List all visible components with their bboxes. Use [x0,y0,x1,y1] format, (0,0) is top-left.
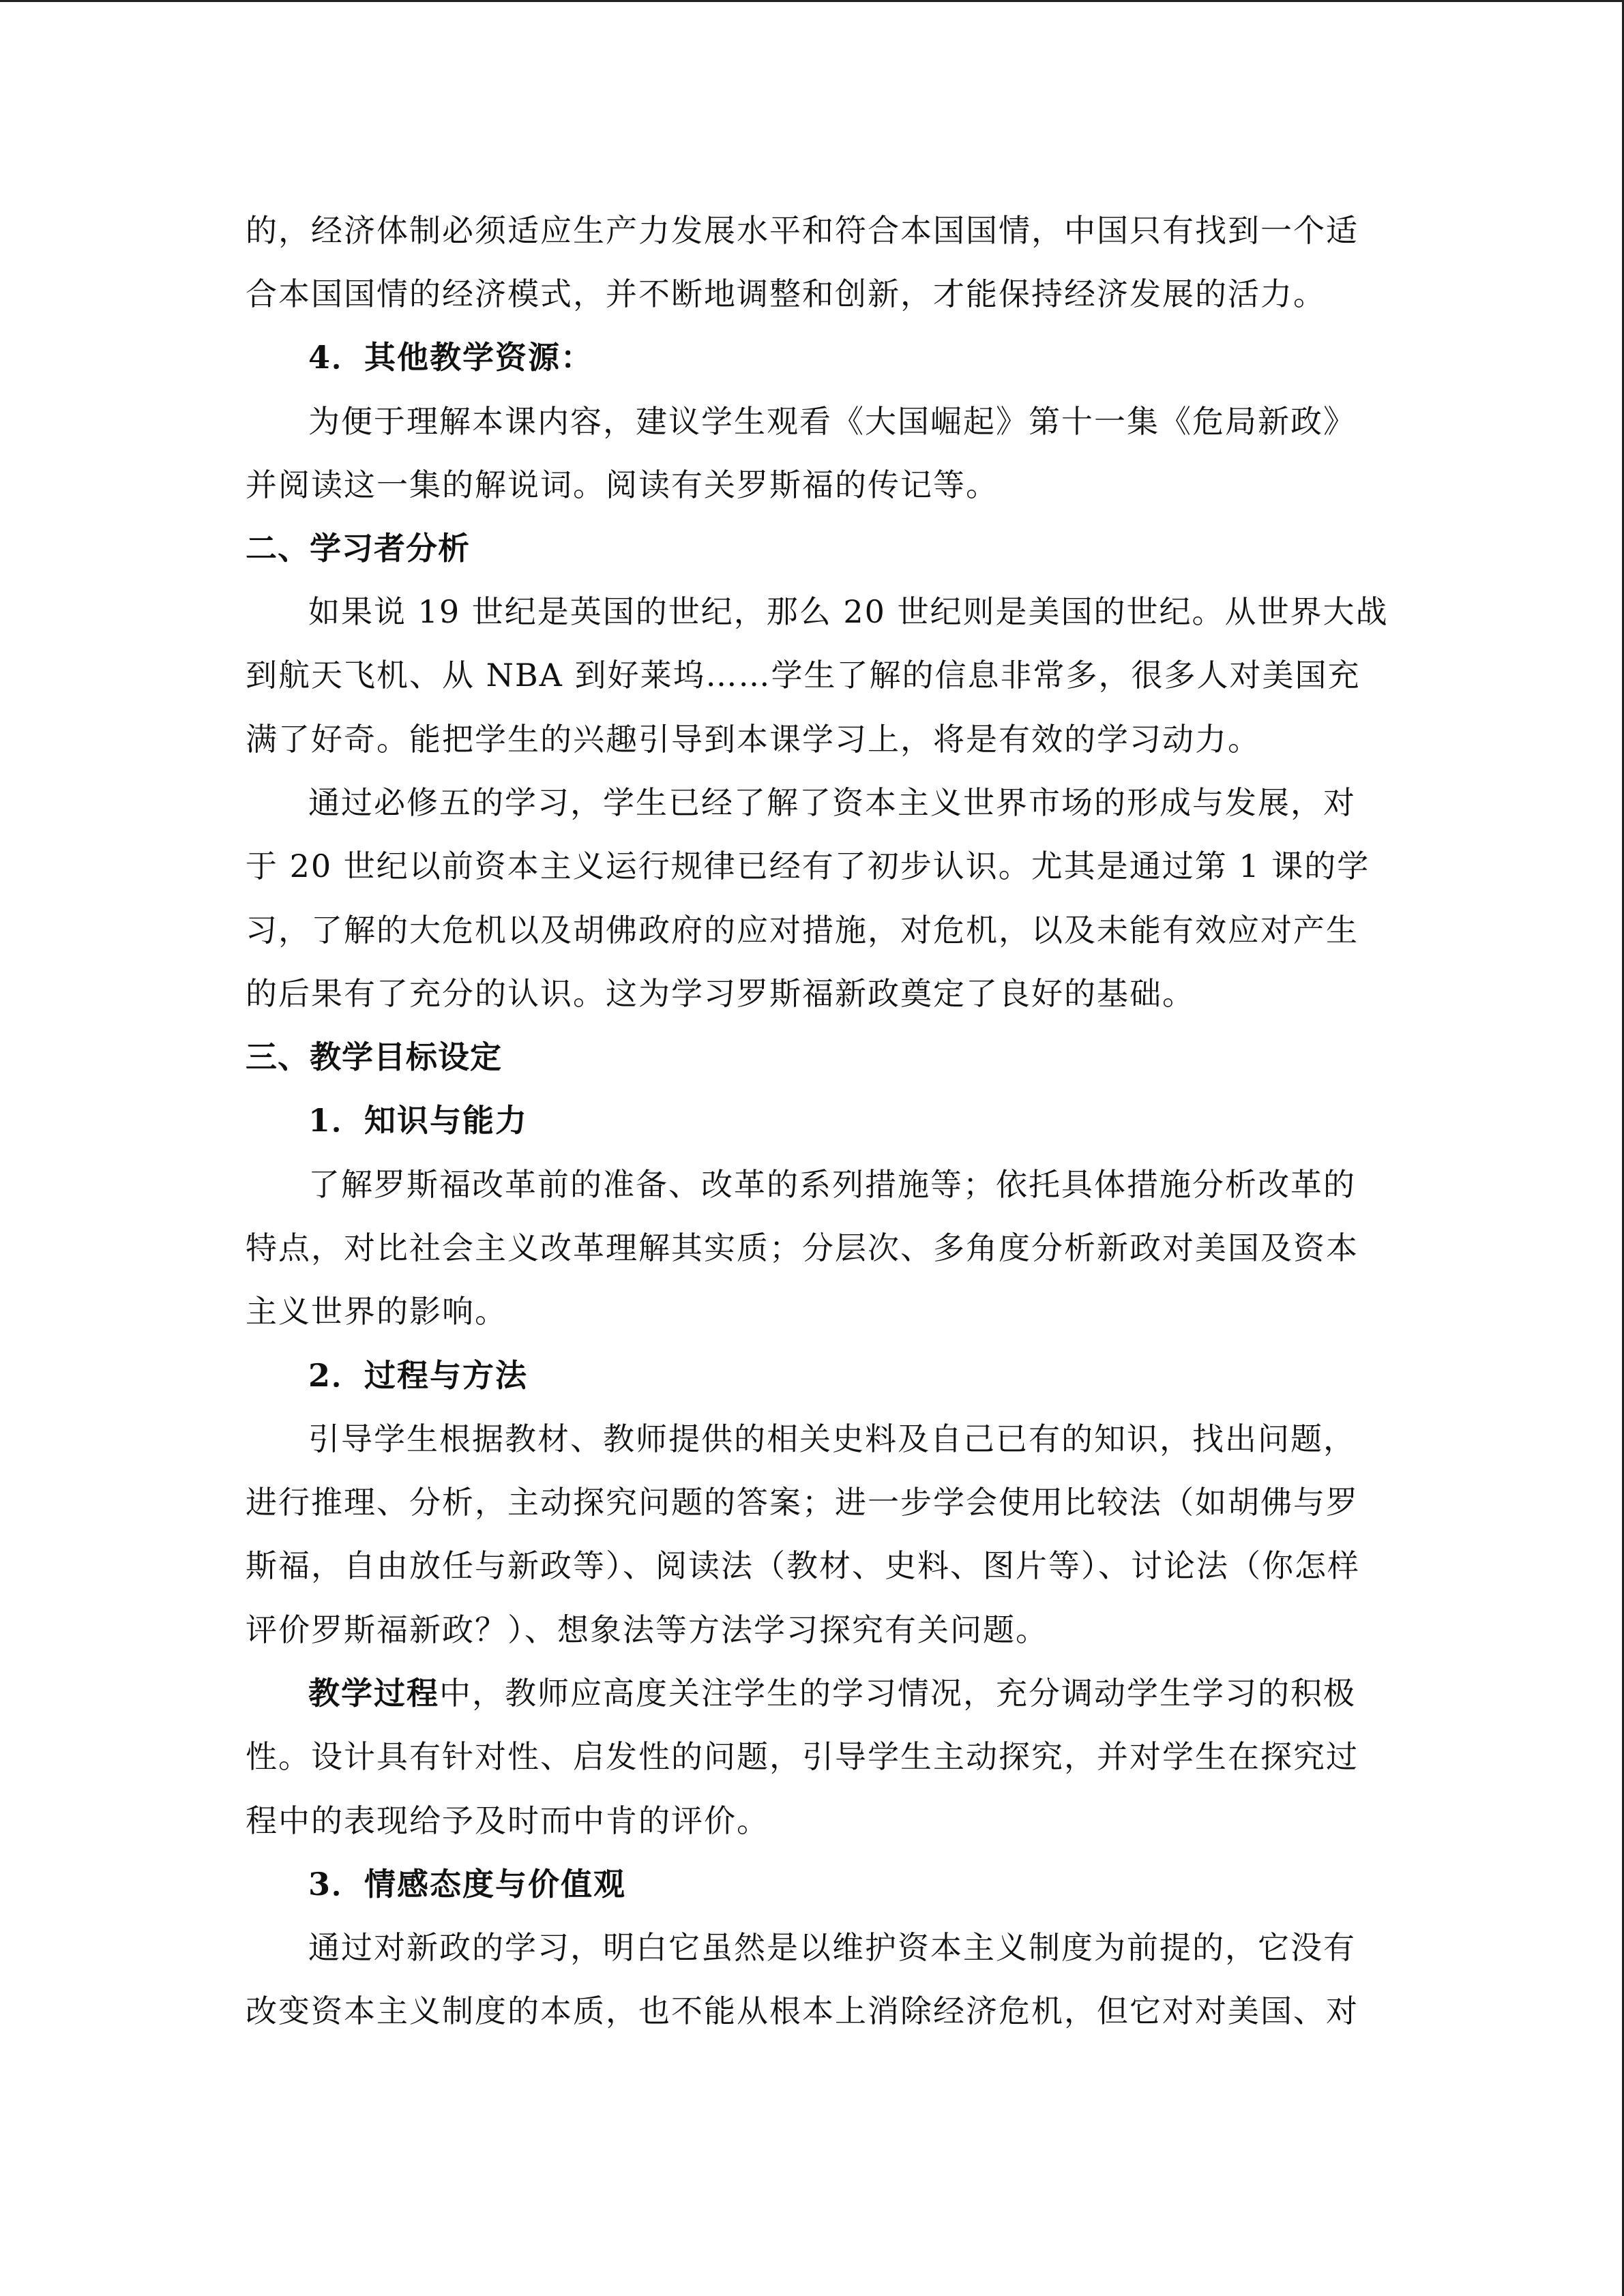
subheading-number: 3． [308,1866,365,1903]
paragraph-text: 中，教师应高度关注学生的学习情况，充分调动学生学习的积极 [439,1675,1356,1712]
paragraph-line: 进行推理、分析，主动探究问题的答案；进一步学会使用比较法（如胡佛与罗 [246,1484,1359,1521]
paragraph-line: 斯福，自由放任与新政等）、阅读法（教材、史料、图片等）、讨论法（你怎样 [246,1547,1360,1584]
paragraph-line: 如果说 19 世纪是英国的世纪，那么 20 世纪则是美国的世纪。从世界大战 [308,593,1389,630]
subheading-text: 其他教学资源： [364,339,594,376]
paragraph-line: 引导学生根据教材、教师提供的相关史料及自己已有的知识，找出问题， [308,1420,1356,1457]
subheading-other-resources [308,337,1427,378]
subheading-knowledge-ability [308,1100,1427,1141]
subheading-process-method [308,1355,1427,1396]
subheading-text: 过程与方法 [364,1357,529,1394]
subheading-number: 2． [308,1357,365,1394]
paragraph-line: 通过必修五的学习，学生已经了解了资本主义世界市场的形成与发展，对 [308,784,1356,821]
paragraph-line: 合本国国情的经济模式，并不断地调整和创新，才能保持经济发展的活力。 [246,275,1326,312]
section-heading-learner-analysis: 二、学习者分析 [246,530,470,567]
page-border-top [0,0,1624,2]
section-heading-teaching-goals: 三、教学目标设定 [246,1039,502,1075]
paragraph-line [308,1673,1364,1714]
paragraph-line: 通过对新政的学习，明白它虽然是以维护资本主义制度为前提的，它没有 [308,1929,1356,1966]
paragraph-line: 为便于理解本课内容，建议学生观看《大国崛起》第十一集《危局新政》 [308,403,1356,440]
paragraph-line: 的后果有了充分的认识。这为学习罗斯福新政奠定了良好的基础。 [246,975,1195,1012]
subheading-emotion-values [308,1864,1427,1905]
subheading-number: 4． [308,339,365,376]
paragraph-line: 到航天飞机、从 NBA 到好莱坞……学生了解的信息非常多，很多人对美国充 [246,657,1361,694]
paragraph-line: 性。设计具有针对性、启发性的问题，引导学生主动探究，并对学生在探究过 [246,1738,1359,1775]
paragraph-line: 主义世界的影响。 [246,1293,507,1330]
paragraph-line: 满了好奇。能把学生的兴趣引导到本课学习上，将是有效的学习动力。 [246,721,1260,758]
subheading-text: 情感态度与价值观 [364,1866,627,1903]
paragraph-line: 评价罗斯福新政？）、想象法等方法学习探究有关问题。 [246,1611,1048,1648]
bold-phrase: 教学过程 [308,1675,439,1712]
paragraph-line: 于 20 世纪以前资本主义运行规律已经有了初步认识。尤其是通过第 1 课的学 [246,848,1370,884]
paragraph-line: 并阅读这一集的解说词。阅读有关罗斯福的传记等。 [246,466,999,503]
paragraph-line: 特点，对比社会主义改革理解其实质；分层次、多角度分析新政对美国及资本 [246,1229,1359,1266]
paragraph-line: 的，经济体制必须适应生产力发展水平和符合本国国情，中国只有找到一个适 [246,212,1359,249]
paragraph-line: 改变资本主义制度的本质，也不能从根本上消除经济危机，但它对对美国、对 [246,1993,1359,2029]
paragraph-line: 程中的表现给予及时而中肯的评价。 [246,1802,769,1839]
subheading-number: 1． [308,1102,365,1139]
subheading-text: 知识与能力 [364,1102,529,1139]
paragraph-line: 习，了解的大危机以及胡佛政府的应对措施，对危机，以及未能有效应对产生 [246,912,1359,949]
paragraph-line: 了解罗斯福改革前的准备、改革的系列措施等；依托具体措施分析改革的 [308,1166,1356,1203]
